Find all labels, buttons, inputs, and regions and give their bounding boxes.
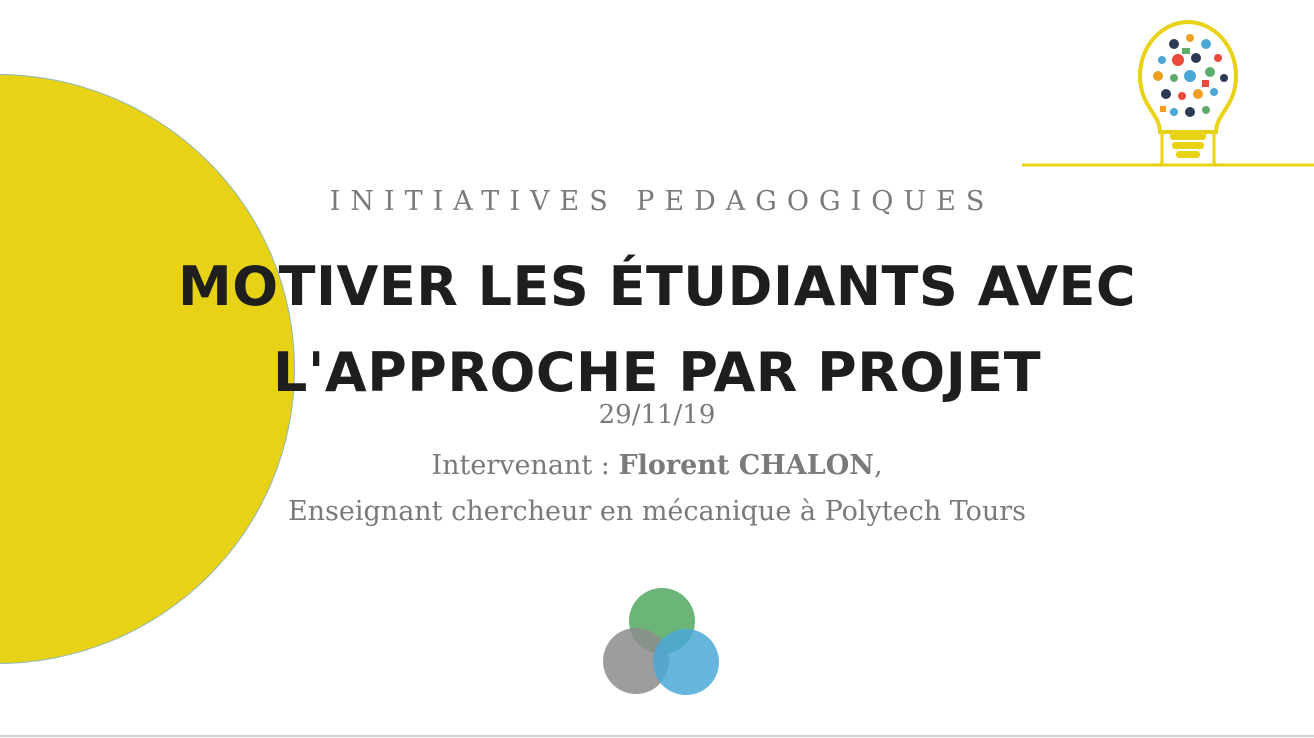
slide-title (0, 244, 1314, 416)
speaker-line (0, 450, 1314, 481)
bottom-divider (0, 735, 1314, 737)
presentation-date: 29/11/19 (598, 400, 716, 430)
speaker-suffix: , (873, 450, 883, 481)
lightbulb-icon (1022, 14, 1314, 172)
slide-subtitle: INITIATIVES PEDAGOGIQUES (329, 186, 995, 217)
speaker-role: Enseignant chercheur en mécanique à Polytech Tours (287, 496, 1027, 527)
three-circles-logo (598, 584, 726, 700)
title-line-2: L'APPROCHE PAR PROJET (272, 341, 1042, 404)
speaker-name: Florent CHALON (618, 450, 874, 481)
speaker-prefix: Intervenant : (431, 450, 619, 481)
title-line-1: MOTIVER LES ÉTUDIANTS AVEC (177, 255, 1137, 318)
